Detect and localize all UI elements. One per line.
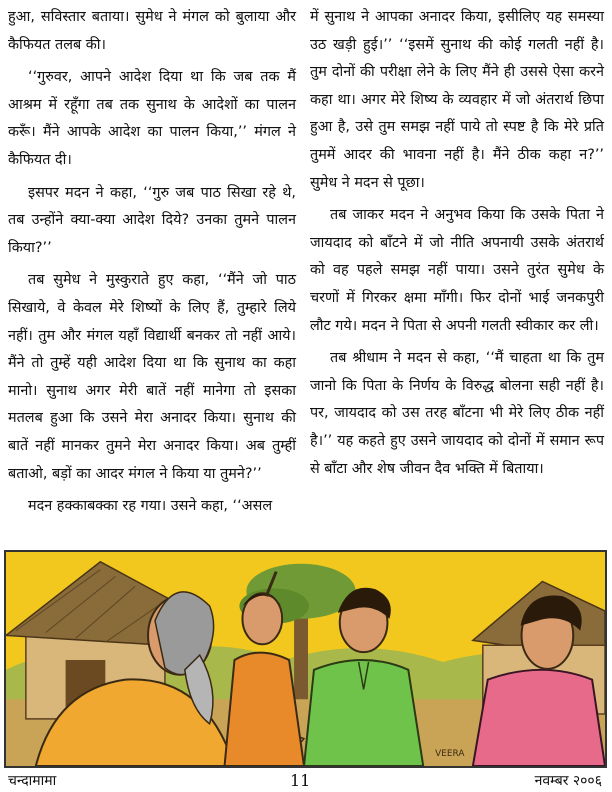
paragraph: ‘‘गुरुवर, आपने आदेश दिया था कि जब तक मैं आश्रम में रहूँगा तब तक सुनाथ के आदेशों का पालन करूँ। मैंने आपके आदेश का पालन किया,’’ मंगल ने कैफियत दी।: [8, 69, 296, 168]
page-footer: [0, 770, 612, 792]
issue-date: नवम्बर २००६: [534, 773, 602, 789]
paragraph: तब सुमेध ने मुस्कुराते हुए कहा, ‘‘मैंने जो पाठ सिखाये, वे केवल मेरे शिष्यों के लिए हैं, तुम्हारे लिये नहीं। तुम और मंगल यहाँ विद्यार्थी बनकर तो नहीं आये। मैंने तो तुम्हें यही आदेश दिया था कि सुनाथ का कहा मानो। सुनाथ अगर मेरी बातें नहीं मानेगा तो इसका मतलब हुआ कि उसने मेरा अनादर किया। सुनाथ की बातें नहीं मानकर तुमने मेरा अनादर किया। अब तुम्हीं बताओ, बड़ों का आदर मंगल ने किया या तुमने?’’: [8, 272, 296, 482]
paragraph: में सुनाथ ने आपका अनादर किया, इसीलिए यह समस्या उठ खड़ी हुई।’’ ‘‘इसमें सुनाथ की कोई गलती नहीं है। तुम दोनों की परीक्षा लेने के लिए मैंने ही उससे ऐसा करने कहा था। अगर मेरे शिष्य के व्यवहार में जो अंतरार्थ छिपा हुआ है, उसे तुम समझ नहीं पाये तो स्पष्ट है कि मेरे प्रति तुममें आदर की भावना नहीं है। मैंने ठीक कहा न?’’ सुमेध ने मदन से पूछा।: [310, 9, 604, 191]
page-number: 11: [290, 771, 311, 790]
artist-signature: VEERA: [435, 749, 465, 760]
paragraph: मदन हक्काबक्का रह गया। उसने कहा, ‘‘असल: [28, 498, 273, 515]
illustration-scene: [6, 552, 605, 766]
paragraph: हुआ, सविस्तार बताया। सुमेध ने मंगल को बुलाया और कैफियत तलब की।: [8, 9, 296, 53]
magazine-name: चन्दामामा: [8, 773, 57, 789]
paragraph: तब जाकर मदन ने अनुभव किया कि उसके पिता ने जायदाद को बाँटने में जो नीति अपनायी उसके अंतरार्थ को वह पहले समझ नहीं पाया। उसने तुरंत सुमेध के चरणों में गिरकर क्षमा माँगी। फिर दोनों भाई जनकपुरी लौट गये। मदन ने पिता से अपनी गलती स्वीकार कर ली।: [310, 207, 604, 334]
paragraph: इसपर मदन ने कहा, ‘‘गुरु जब पाठ सिखा रहे थे, तब उन्होंने क्या-क्या आदेश दिये? उनका तुमने पालन किया?’’: [8, 184, 296, 256]
story-illustration: [4, 550, 607, 768]
paragraph: तब श्रीधाम ने मदन से कहा, ‘‘मैं चाहता था कि तुम जानो कि पिता के निर्णय के विरुद्ध बोलना सही नहीं है। पर, जायदाद को उस तरह बाँटना भी मेरे लिए ठीक नहीं है।’’ यह कहते हुए उसने जायदाद को दोनों में समान रूप से बाँटा और शेष जीवन दैव भक्ति में बिताया।: [310, 350, 604, 477]
right-text-column: [310, 4, 604, 483]
left-text-column: [8, 4, 296, 521]
